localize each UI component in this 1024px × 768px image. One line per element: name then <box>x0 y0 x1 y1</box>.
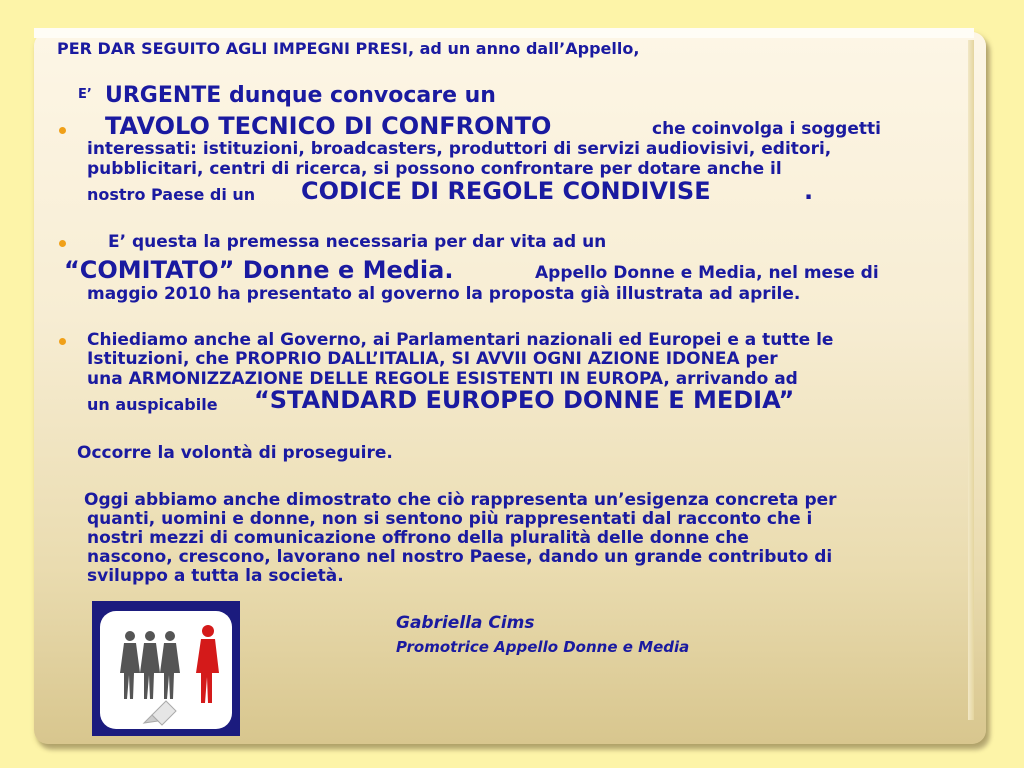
bullet-3-line-2: Istituzioni, che PROPRIO DALL’ITALIA, SI AVVII OGNI AZIONE IDONEA per <box>87 349 778 369</box>
gray-figure-3 <box>160 631 180 699</box>
bullet-1-line-2: interessati: istituzioni, broadcasters, produttori di servizi audiovisivi, editori, <box>87 139 832 159</box>
slide-right-edge <box>968 40 974 720</box>
codice-period: . <box>804 177 814 205</box>
oggi-line-2: quanti, uomini e donne, non si sentono più rappresentati dal racconto che i <box>87 509 813 529</box>
logo-inner-panel <box>100 611 232 729</box>
women-silhouettes-icon <box>100 611 232 729</box>
gray-figure-1 <box>120 631 140 699</box>
bullet-3-line-4: un auspicabile <box>87 395 218 414</box>
oggi-line-4: nascono, crescono, lavorano nel nostro Paese, dando un grande contributo di <box>87 547 833 567</box>
red-figure <box>196 625 219 703</box>
bullet-2-line-2: Appello Donne e Media, nel mese di <box>535 263 879 283</box>
bullet-1-line-4: nostro Paese di un <box>87 185 256 204</box>
bullet-1-line-3: pubblicitari, centri di ricerca, si possono confrontare per dotare anche il <box>87 159 782 179</box>
signature-name: Gabriella Cims <box>396 613 535 633</box>
gray-figure-2 <box>140 631 160 699</box>
bullet-3-line-1: Chiediamo anche al Governo, ai Parlamentari nazionali ed Europei e a tutte le <box>87 330 834 350</box>
codice-regole-heading: CODICE DI REGOLE CONDIVISE <box>301 177 711 205</box>
bullet-1 <box>59 127 66 134</box>
pen-nib-icon <box>144 701 176 725</box>
urgent-prefix: E’ <box>78 87 92 102</box>
slide-top-band <box>34 28 974 38</box>
bullet-2 <box>59 240 66 247</box>
signature-role: Promotrice Appello Donne e Media <box>396 638 690 656</box>
bullet-2-line-1: E’ questa la premessa necessaria per dar vita ad un <box>108 232 607 252</box>
oggi-line-3: nostri mezzi di comunicazione offrono della pluralità delle donne che <box>87 528 749 548</box>
comitato-heading: “COMITATO” Donne e Media. <box>64 256 454 284</box>
bullet-1-line-1: che coinvolga i soggetti <box>652 119 881 139</box>
tavolo-tecnico-heading: TAVOLO TECNICO DI CONFRONTO <box>105 112 552 140</box>
bullet-3 <box>59 338 66 345</box>
urgent-heading: URGENTE dunque convocare un <box>105 83 496 108</box>
occorre-line: Occorre la volontà di proseguire. <box>77 443 393 463</box>
intro-line: PER DAR SEGUITO AGLI IMPEGNI PRESI, ad un anno dall’Appello, <box>57 39 640 58</box>
standard-europeo-heading: “STANDARD EUROPEO DONNE E MEDIA” <box>254 386 795 414</box>
bullet-2-line-3: maggio 2010 ha presentato al governo la proposta già illustrata ad aprile. <box>87 284 801 304</box>
bullet-3-line-3: una ARMONIZZAZIONE DELLE REGOLE ESISTENTI IN EUROPA, arrivando ad <box>87 369 798 389</box>
women-figures-logo <box>92 601 240 736</box>
oggi-line-5: sviluppo a tutta la società. <box>87 566 344 586</box>
oggi-line-1: Oggi abbiamo anche dimostrato che ciò rappresenta un’esigenza concreta per <box>84 490 837 510</box>
